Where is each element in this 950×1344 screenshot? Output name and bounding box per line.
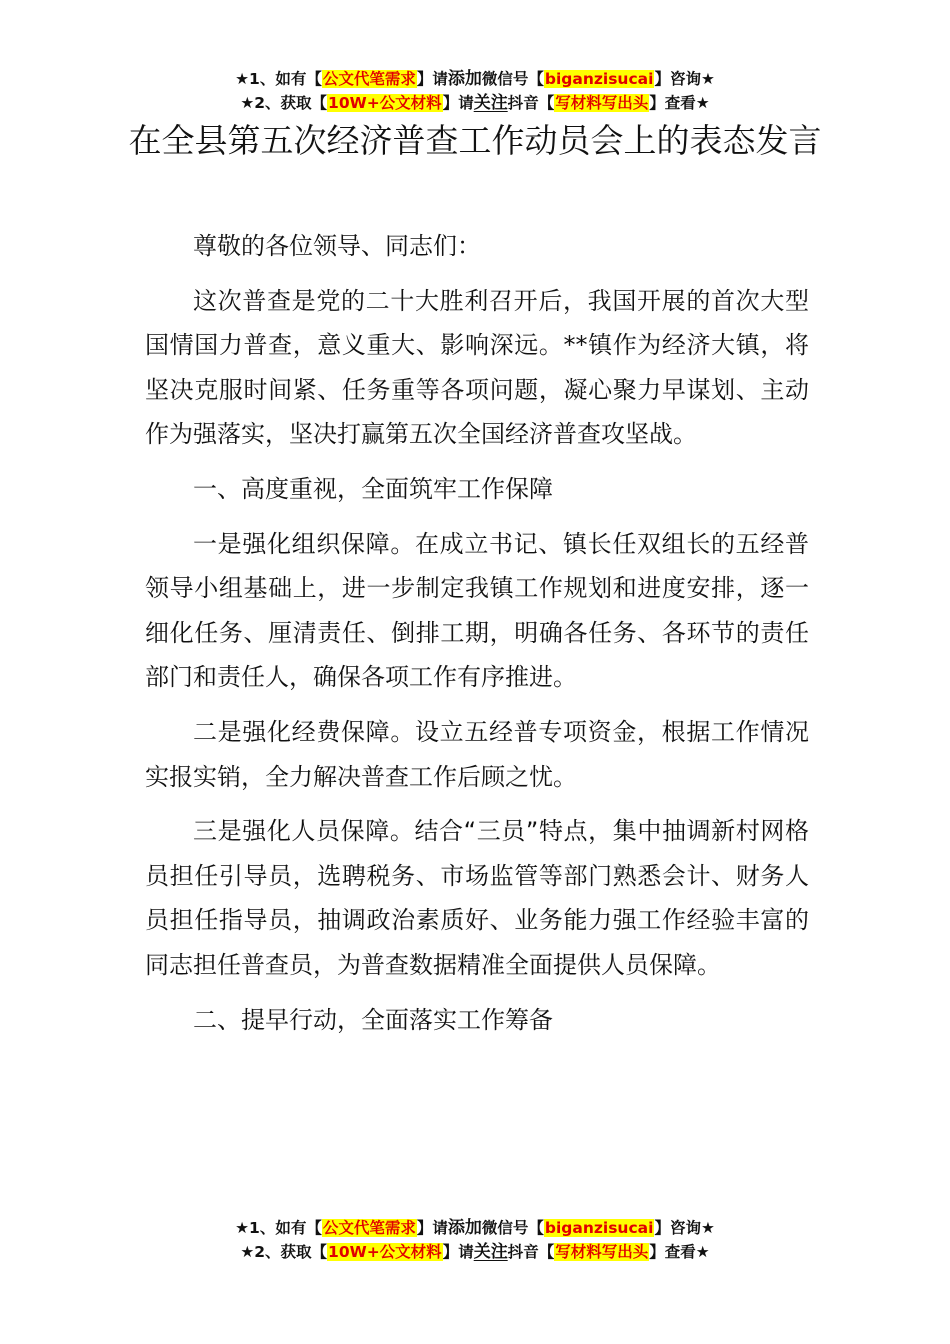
ad-line-2 <box>0 1240 950 1264</box>
ad-text: 】咨询★ <box>654 70 715 88</box>
ad-highlight: 公文代笔需求 <box>322 70 416 88</box>
paragraph-organization: 一是强化组织保障。在成立书记、镇长任双组长的五经普领导小组基础上，进一步制定我镇工作规划和进度安排，逐一细化任务、厘清责任、倒排工期，明确各任务、各环节的责任部门和责任人，确保各项工作有序推进。 <box>145 529 809 692</box>
ad-text: ★2、获取【 <box>240 1243 328 1261</box>
ad-text: 抖音【 <box>507 94 555 112</box>
ad-line-1 <box>0 67 950 91</box>
salutation: 尊敬的各位领导、同志们： <box>193 232 481 260</box>
section-heading-1: 一、高度重视，全面筑牢工作保障 <box>193 474 553 503</box>
header-ad-banner <box>0 67 950 115</box>
ad-line-2 <box>0 91 950 115</box>
ad-highlight-account: 写材料写出头 <box>555 1243 649 1261</box>
paragraph-personnel: 三是强化人员保障。结合“三员”特点，集中抽调新村网格员担任引导员，选聘税务、市场监管等部门熟悉会计、财务人员担任指导员，抽调政治素质好、业务能力强工作经验丰富的同志担任普查员，为普查数据精准全面提供人员保障。 <box>145 817 809 979</box>
ad-text: 微信号【 <box>481 1219 544 1237</box>
ad-text: 】请 <box>416 70 448 88</box>
ad-highlight-account: 写材料写出头 <box>555 94 649 112</box>
ad-text: 抖音【 <box>507 1243 555 1261</box>
paragraph-funding: 二是强化经费保障。设立五经普专项资金，根据工作情况实报实销，全力解决普查工作后顾之忧。 <box>145 717 809 791</box>
ad-text: ★2、获取【 <box>240 94 328 112</box>
ad-emphasis: 关注 <box>473 1242 508 1262</box>
ad-highlight: 10W+公文材料 <box>328 1243 442 1261</box>
ad-text: 】请 <box>442 94 474 112</box>
document-body <box>145 224 809 1052</box>
ad-text: ★1、如有【 <box>235 70 322 88</box>
ad-highlight: 10W+公文材料 <box>328 94 442 112</box>
ad-text: 】咨询★ <box>654 1219 715 1237</box>
section-heading-2: 二、提早行动，全面落实工作筹备 <box>193 1005 553 1034</box>
ad-text: 】查看★ <box>649 1243 710 1261</box>
ad-emphasis: 添加 <box>447 1218 482 1238</box>
ad-emphasis: 添加 <box>447 69 482 89</box>
ad-highlight-wechat-id: biganzisucai <box>544 1219 654 1237</box>
ad-text: 】查看★ <box>649 94 710 112</box>
ad-text: 微信号【 <box>481 70 544 88</box>
ad-highlight-wechat-id: biganzisucai <box>544 70 654 88</box>
paragraph-intro: 这次普查是党的二十大胜利召开后，我国开展的首次大型国情国力普查，意义重大、影响深远。**镇作为经济大镇，将坚决克服时间紧、任务重等各项问题，凝心聚力早谋划、主动作为强落实，坚决打赢第五次全国经济普查攻坚战。 <box>145 286 809 449</box>
ad-text: 】请 <box>416 1219 448 1237</box>
document-title: 在全县第五次经济普查工作动员会上的表态发言 <box>128 121 822 160</box>
ad-text: 】请 <box>442 1243 474 1261</box>
ad-line-1 <box>0 1216 950 1240</box>
ad-emphasis: 关注 <box>473 93 508 113</box>
footer-ad-banner <box>0 1216 950 1264</box>
ad-highlight: 公文代笔需求 <box>322 1219 416 1237</box>
ad-text: ★1、如有【 <box>235 1219 322 1237</box>
